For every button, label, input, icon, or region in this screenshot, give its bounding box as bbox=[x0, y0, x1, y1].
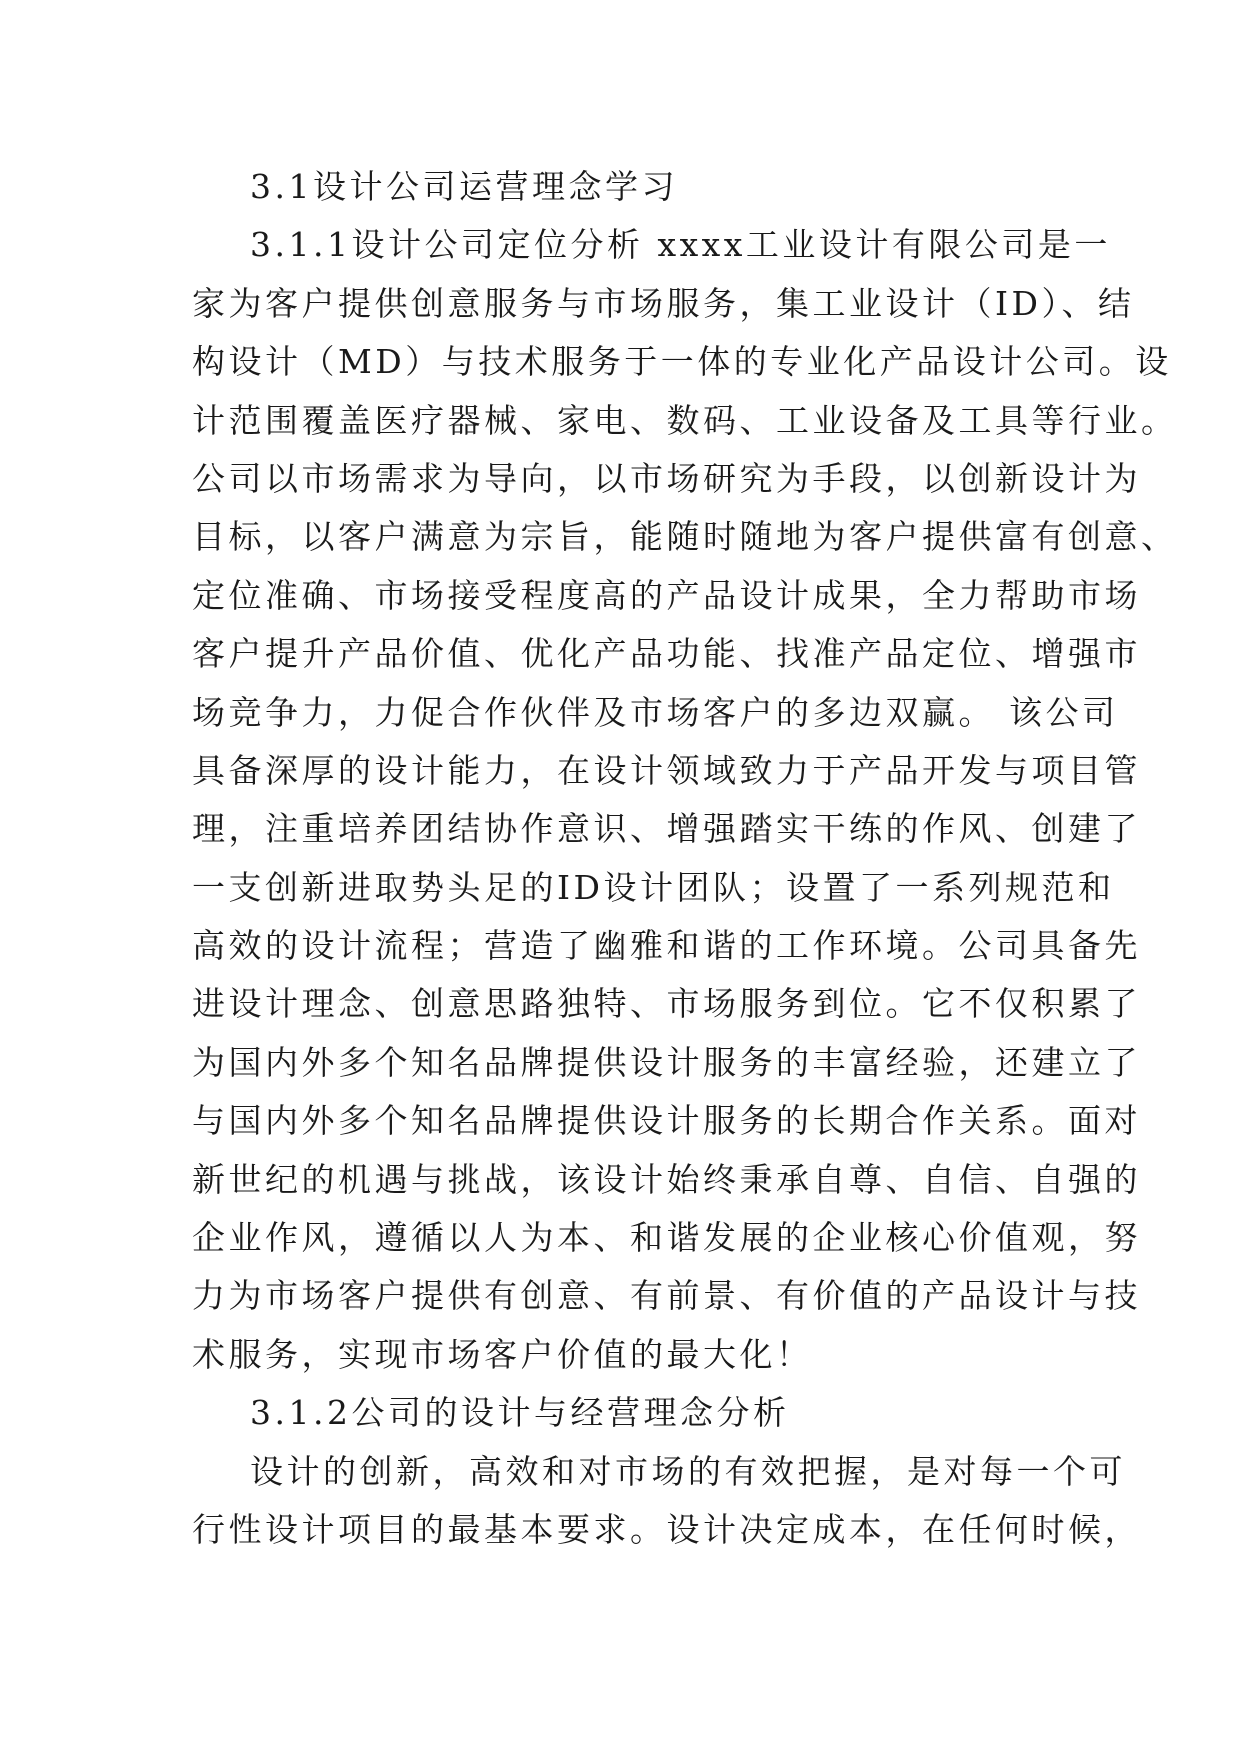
paragraph-line: 公司以市场需求为导向，以市场研究为手段，以创新设计为 bbox=[192, 458, 1141, 498]
section-heading-3-1-2: 3.1.2公司的设计与经营理念分析 bbox=[250, 1393, 790, 1433]
paragraph-line: 高效的设计流程；营造了幽雅和谐的工作环境。公司具备先 bbox=[192, 926, 1141, 966]
paragraph-line: 术服务，实现市场客户价值的最大化！ bbox=[192, 1334, 813, 1374]
paragraph-line: 设计的创新，高效和对市场的有效把握，是对每一个可 bbox=[250, 1451, 1126, 1491]
paragraph-line: 计范围覆盖医疗器械、家电、数码、工业设备及工具等行业。 bbox=[192, 400, 1178, 440]
paragraph-line: 目标，以客户满意为宗旨，能随时随地为客户提供富有创意、 bbox=[192, 517, 1178, 557]
paragraph-line: 与国内外多个知名品牌提供设计服务的长期合作关系。面对 bbox=[192, 1101, 1141, 1141]
paragraph-line: 进设计理念、创意思路独特、市场服务到位。它不仅积累了 bbox=[192, 984, 1141, 1024]
paragraph-line: 理，注重培养团结协作意识、增强踏实干练的作风、创建了 bbox=[192, 809, 1141, 849]
paragraph-line: 场竞争力，力促合作伙伴及市场客户的多边双赢。 该公司 bbox=[192, 692, 1119, 732]
paragraph-line: 力为市场客户提供有创意、有前景、有价值的产品设计与技 bbox=[192, 1276, 1141, 1316]
paragraph-line: 一支创新进取势头足的ID设计团队；设置了一系列规范和 bbox=[192, 867, 1115, 907]
paragraph-line: 行性设计项目的最基本要求。设计决定成本，在任何时候， bbox=[192, 1509, 1141, 1549]
paragraph-line: 客户提升产品价值、优化产品功能、找准产品定位、增强市 bbox=[192, 634, 1141, 674]
document-body bbox=[192, 158, 1178, 1559]
section-heading-3-1: 3.1设计公司运营理念学习 bbox=[250, 167, 678, 206]
paragraph-line: 新世纪的机遇与挑战，该设计始终秉承自尊、自信、自强的 bbox=[192, 1159, 1141, 1199]
paragraph-line: 家为客户提供创意服务与市场服务，集工业设计（ID）、结 bbox=[192, 283, 1135, 323]
paragraph-line: 构设计（MD）与技术服务于一体的专业化产品设计公司。设 bbox=[192, 342, 1172, 382]
paragraph-line: 为国内外多个知名品牌提供设计服务的丰富经验，还建立了 bbox=[192, 1042, 1141, 1082]
paragraph-line: 企业作风，遵循以人为本、和谐发展的企业核心价值观，努 bbox=[192, 1218, 1141, 1258]
paragraph-line: 3.1.1设计公司定位分析 xxxx工业设计有限公司是一 bbox=[250, 225, 1111, 265]
paragraph-line: 定位准确、市场接受程度高的产品设计成果，全力帮助市场 bbox=[192, 575, 1141, 615]
paragraph-line: 具备深厚的设计能力，在设计领域致力于产品开发与项目管 bbox=[192, 750, 1141, 790]
